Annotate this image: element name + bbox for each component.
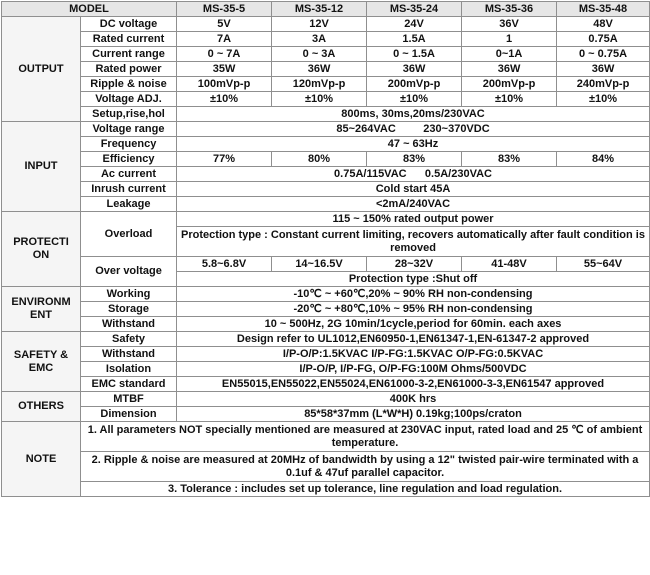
value-cell: 115 ~ 150% rated output power <box>177 212 650 227</box>
param-label: Efficiency <box>81 152 177 167</box>
value-cell: <2mA/240VAC <box>177 197 650 212</box>
output-row-voltage-adj <box>2 92 650 107</box>
param-label: Voltage ADJ. <box>81 92 177 107</box>
param-label: Withstand <box>81 317 177 332</box>
value-cell: 3A <box>272 32 367 47</box>
value-cell: 400K hrs <box>177 392 650 407</box>
value-cell: 48V <box>557 17 650 32</box>
others-row-dimension <box>2 407 650 422</box>
value-cell: -10℃ ~ +60℃,20% ~ 90% RH non-condensing <box>177 287 650 302</box>
value-cell: 0.75A/115VAC 0.5A/230VAC <box>177 167 650 182</box>
value-cell: 1.5A <box>367 32 462 47</box>
param-label: MTBF <box>81 392 177 407</box>
section-input: INPUT <box>2 122 81 212</box>
input-row-frequency <box>2 137 650 152</box>
output-row-setup <box>2 107 650 122</box>
value-cell: ±10% <box>557 92 650 107</box>
value-cell: 120mVp-p <box>272 77 367 92</box>
value-cell: 24V <box>367 17 462 32</box>
param-label: Ac current <box>81 167 177 182</box>
note-item: 1. All parameters NOT specially mentioned are measured at 230VAC input, rated load and 25 ℃ of ambient temperature. <box>81 422 650 452</box>
section-output: OUTPUT <box>2 17 81 122</box>
param-label: Frequency <box>81 137 177 152</box>
param-label: Leakage <box>81 197 177 212</box>
value-cell: 83% <box>462 152 557 167</box>
param-label: Storage <box>81 302 177 317</box>
param-label: Working <box>81 287 177 302</box>
protection-row-overload-1 <box>2 212 650 227</box>
value-cell: 55~64V <box>557 257 650 272</box>
value-cell: 0~1A <box>462 47 557 62</box>
param-label: Voltage range <box>81 122 177 137</box>
section-environment: ENVIRONM ENT <box>2 287 81 332</box>
value-cell: ±10% <box>272 92 367 107</box>
value-cell: 47 ~ 63Hz <box>177 137 650 152</box>
value-cell: 12V <box>272 17 367 32</box>
param-label: Inrush current <box>81 182 177 197</box>
safety-row-isolation <box>2 362 650 377</box>
param-label: Current range <box>81 47 177 62</box>
value-cell: I/P-O/P:1.5KVAC I/P-FG:1.5KVAC O/P-FG:0.5KVAC <box>177 347 650 362</box>
value-cell: 85~264VAC 230~370VDC <box>177 122 650 137</box>
note-row-2 <box>2 452 650 482</box>
value-cell: 36W <box>557 62 650 77</box>
param-label: Overload <box>81 212 177 257</box>
value-cell: 36V <box>462 17 557 32</box>
model-name: MS-35-48 <box>557 2 650 17</box>
environment-row-withstand <box>2 317 650 332</box>
model-name: MS-35-24 <box>367 2 462 17</box>
protection-row-over-voltage <box>2 257 650 272</box>
safety-row-withstand <box>2 347 650 362</box>
others-row-mtbf <box>2 392 650 407</box>
param-label: Rated power <box>81 62 177 77</box>
value-cell: 84% <box>557 152 650 167</box>
value-cell: Protection type :Shut off <box>177 272 650 287</box>
param-label: Over voltage <box>81 257 177 287</box>
value-cell: ±10% <box>462 92 557 107</box>
value-cell: 41-48V <box>462 257 557 272</box>
value-cell: 0 ~ 3A <box>272 47 367 62</box>
value-cell: 14~16.5V <box>272 257 367 272</box>
section-protection: PROTECTI ON <box>2 212 81 287</box>
param-label: Rated current <box>81 32 177 47</box>
input-row-efficiency <box>2 152 650 167</box>
param-label: Setup,rise,hol <box>81 107 177 122</box>
value-cell: 1 <box>462 32 557 47</box>
value-cell: Cold start 45A <box>177 182 650 197</box>
value-cell: 5V <box>177 17 272 32</box>
note-row-1 <box>2 422 650 452</box>
value-cell: I/P-O/P, I/P-FG, O/P-FG:100M Ohms/500VDC <box>177 362 650 377</box>
value-cell: 200mVp-p <box>462 77 557 92</box>
value-cell: ±10% <box>367 92 462 107</box>
value-cell: 85*58*37mm (L*W*H) 0.19kg;100ps/craton <box>177 407 650 422</box>
value-cell: 83% <box>367 152 462 167</box>
value-cell: 36W <box>272 62 367 77</box>
value-cell: 240mVp-p <box>557 77 650 92</box>
input-row-inrush <box>2 182 650 197</box>
param-label: DC voltage <box>81 17 177 32</box>
value-cell: 80% <box>272 152 367 167</box>
value-cell: 7A <box>177 32 272 47</box>
model-label: MODEL <box>2 2 177 17</box>
output-row-rated-power <box>2 62 650 77</box>
output-row-ripple-noise <box>2 77 650 92</box>
value-cell: 10 ~ 500Hz, 2G 10min/1cycle,period for 60min. each axes <box>177 317 650 332</box>
note-item: 2. Ripple & noise are measured at 20MHz of bandwidth by using a 12" twisted pair-wire terminated with a 0.1uf & 47uf parallel capacitor. <box>81 452 650 482</box>
value-cell: Protection type : Constant current limiting, recovers automatically after fault condition is removed <box>177 227 650 257</box>
value-cell: 5.8~6.8V <box>177 257 272 272</box>
value-cell: 36W <box>367 62 462 77</box>
output-row-current-range <box>2 47 650 62</box>
section-note: NOTE <box>2 422 81 497</box>
spec-table <box>1 1 650 497</box>
header-row <box>2 2 650 17</box>
model-name: MS-35-36 <box>462 2 557 17</box>
value-cell: 0.75A <box>557 32 650 47</box>
value-cell: -20℃ ~ +80℃,10% ~ 95% RH non-condensing <box>177 302 650 317</box>
section-safety-emc: SAFETY & EMC <box>2 332 81 392</box>
param-label: Dimension <box>81 407 177 422</box>
safety-row-safety <box>2 332 650 347</box>
output-row-rated-current <box>2 32 650 47</box>
note-row-3 <box>2 482 650 497</box>
input-row-voltage-range <box>2 122 650 137</box>
model-name: MS-35-5 <box>177 2 272 17</box>
param-label: EMC standard <box>81 377 177 392</box>
environment-row-storage <box>2 302 650 317</box>
value-cell: ±10% <box>177 92 272 107</box>
value-cell: 800ms, 30ms,20ms/230VAC <box>177 107 650 122</box>
value-cell: EN55015,EN55022,EN55024,EN61000-3-2,EN61000-3-3,EN61547 approved <box>177 377 650 392</box>
output-row-dc-voltage <box>2 17 650 32</box>
input-row-ac-current <box>2 167 650 182</box>
value-cell: 77% <box>177 152 272 167</box>
value-cell: 200mVp-p <box>367 77 462 92</box>
value-cell: 0 ~ 1.5A <box>367 47 462 62</box>
value-cell: 35W <box>177 62 272 77</box>
value-cell: 36W <box>462 62 557 77</box>
safety-row-emc <box>2 377 650 392</box>
param-label: Isolation <box>81 362 177 377</box>
param-label: Safety <box>81 332 177 347</box>
input-row-leakage <box>2 197 650 212</box>
note-item: 3. Tolerance : includes set up tolerance, line regulation and load regulation. <box>81 482 650 497</box>
value-cell: 0 ~ 0.75A <box>557 47 650 62</box>
value-cell: 100mVp-p <box>177 77 272 92</box>
param-label: Ripple & noise <box>81 77 177 92</box>
value-cell: Design refer to UL1012,EN60950-1,EN61347-1,EN-61347-2 approved <box>177 332 650 347</box>
model-name: MS-35-12 <box>272 2 367 17</box>
environment-row-working <box>2 287 650 302</box>
section-others: OTHERS <box>2 392 81 422</box>
value-cell: 28~32V <box>367 257 462 272</box>
value-cell: 0 ~ 7A <box>177 47 272 62</box>
param-label: Withstand <box>81 347 177 362</box>
